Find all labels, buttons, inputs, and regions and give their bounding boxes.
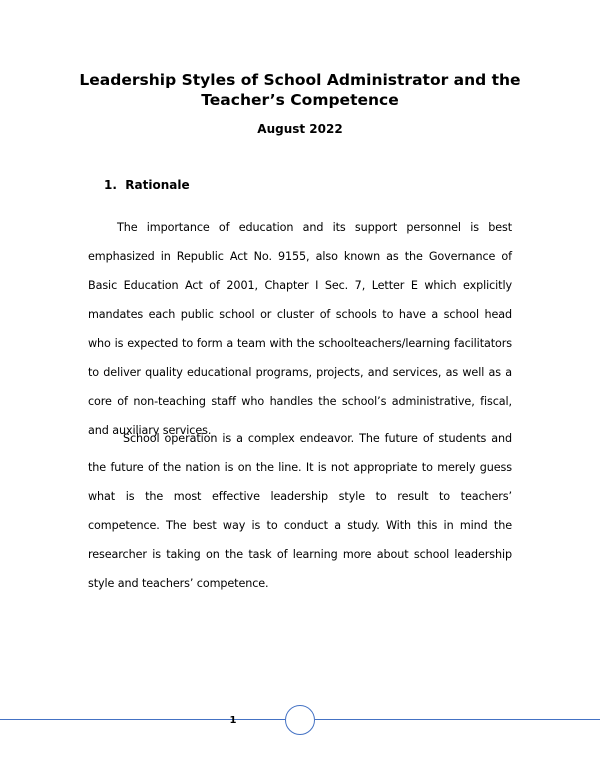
section-number: 1. xyxy=(104,178,117,192)
paragraph-2: School operation is a complex endeavor. The future of students and the future of the nation is on the line. It is not appropriate to merely guess what is the most effective leadership style to result to teachers’ competence. The best way is to conduct a study. With this in mind the researcher is taking on the task of learning more about school leadership style and teachers’ competence. xyxy=(88,432,512,590)
footer-rule-right xyxy=(315,719,600,720)
document-date: August 2022 xyxy=(257,122,343,136)
document-title xyxy=(60,70,540,110)
footer-rule-left xyxy=(0,719,285,720)
title-line-2: Teacher’s Competence xyxy=(201,91,399,109)
section-title: Rationale xyxy=(125,178,190,192)
title-line-1: Leadership Styles of School Administrator and the xyxy=(79,71,521,89)
footer-circle-ornament xyxy=(285,705,315,735)
section-heading xyxy=(104,178,190,192)
page-number: 1 xyxy=(229,715,237,726)
paragraph-1: The importance of education and its support personnel is best emphasized in Republic Act No. 9155, also known as the Governance of Basic Education Act of 2001, Chapter I Sec. 7, Letter E which explicitly mandates each public school or cluster of schools to have a school head who is expected to form a team with the schoolteachers/learning facilitators to deliver quality educational programs, projects, and services, as well as a core of non-teaching staff who handles the school’s administrative, fiscal, and auxiliary services. xyxy=(88,221,512,437)
